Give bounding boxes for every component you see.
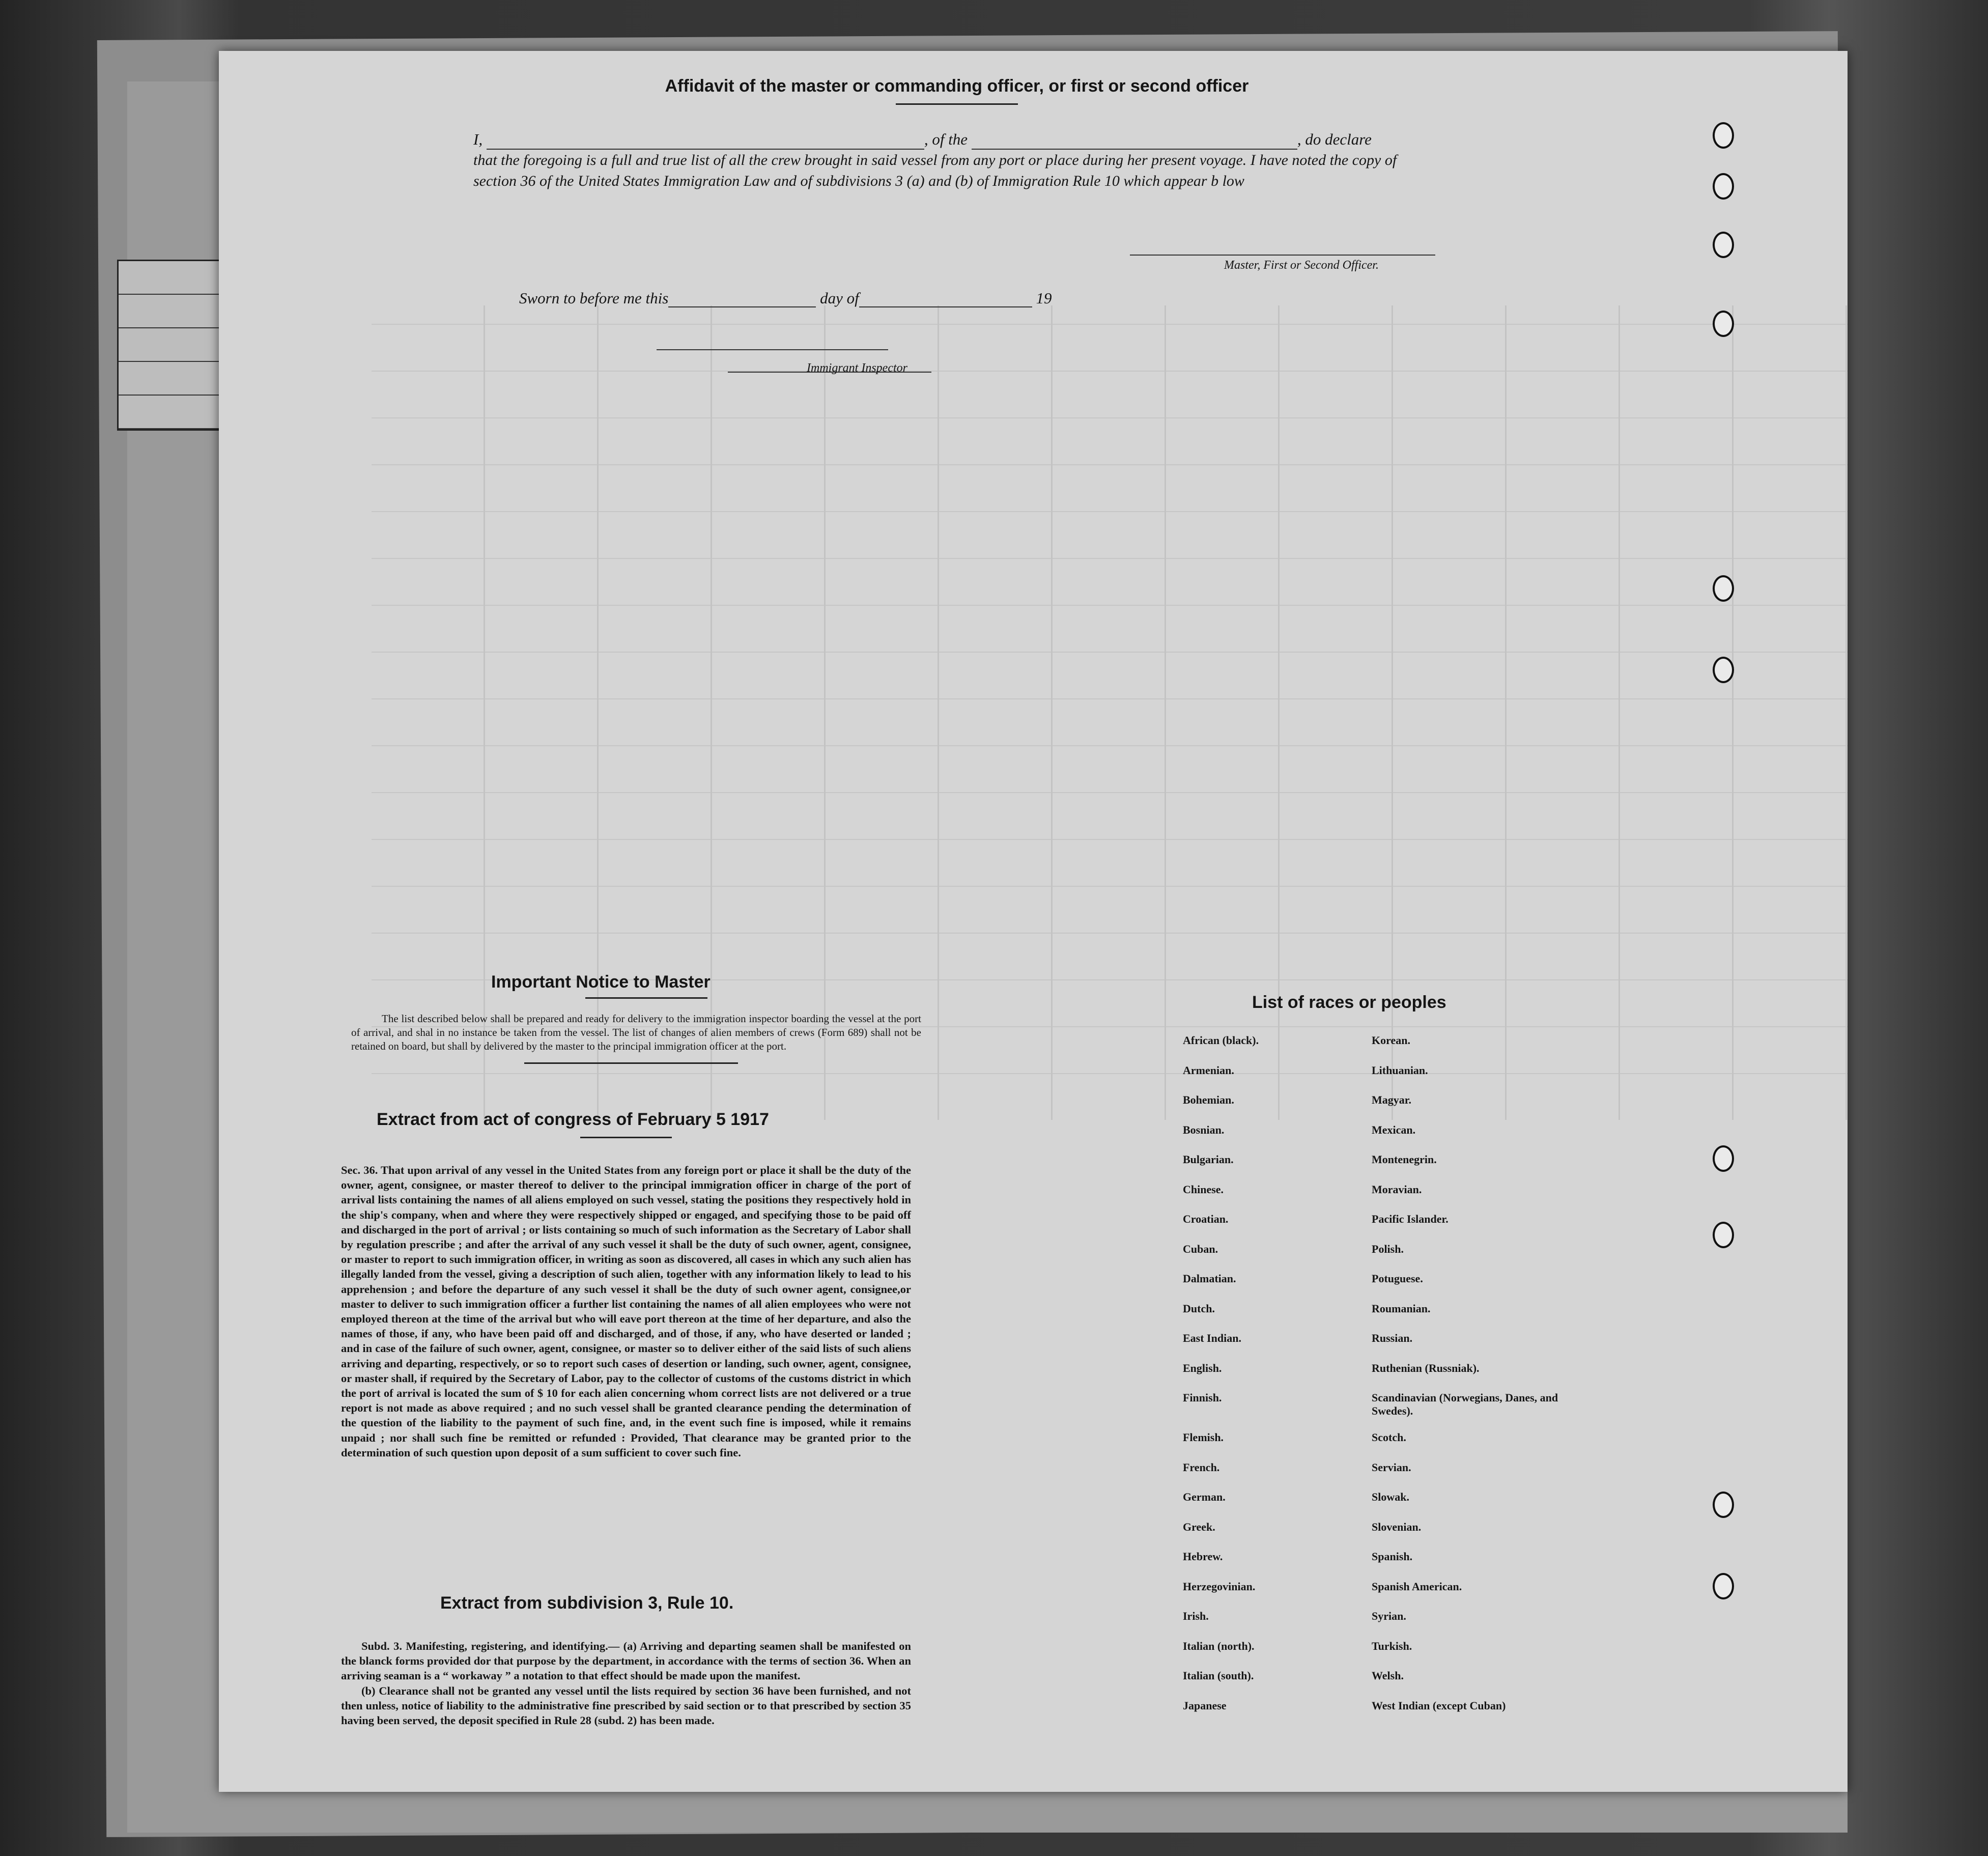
race-right-item: Korean. <box>1372 1034 1410 1047</box>
race-left-item: Cuban. <box>1183 1242 1218 1255</box>
race-right-item: Pacific Islander. <box>1372 1213 1449 1225</box>
affidavit-section <box>473 76 1440 191</box>
punch-hole <box>1713 311 1734 337</box>
punch-hole <box>1713 575 1734 602</box>
race-right-item: Moravian. <box>1372 1183 1422 1196</box>
section-36-text: Sec. 36. That upon arrival of any vessel in the United States from any foreign port or place it shall be the duty of the owner, agent, consignee, or master thereof to deliver to the principal immigration officer in charge of the port of arrival lists containing the names of all aliens employed on such vessel, stating the positions they respectively hold in the ship's company, when and where they were respectively shipped or engaged, and specifying those to be paid off and discharged in the port of arrival ; or lists containing so much of such information as the Secretary of Labor shall by regulation prescribe ; and after the arrival of any such vessel it shall be the duty of such owner, agent, consignee, or master to report to such immigration officer, in writing as soon as discovered, all cases in which any such alien has illegally landed from the vessel, giving a description of such alien, together with any information likely to lead to his apprehension ; and before the departure of any such vessel it shall be the duty of such owner agent, consignee,or master to deliver to such immigration officer a further list containing the names of all alien employees who were not employed thereon at the time of the arrival but who will eave port thereon at the time of her departure, and also the names of those, if any, who have been paid off and discharged, and of those, if any, who have deserted or landed ; and in case of the failure of such owner, agent, consignee, or master so to deliver either of the said lists of such aliens arriving and departing, respectively, or so to report such cases of desertion or landing, such owner, agent, consignee, or master shall, if required by the Secretary of Labor, pay to the collector of customs of the customs district in which the port of arrival is located the sum of $ 10 for each alien concerning whom correct lists are not delivered or a true report is not made as above required ; and no such vessel shall be granted clearance pending the determination of the question of the liability to the payment of such fine, and, in the event such fine is imposed, while it remains unpaid ; nor shall such fine be remitted or refunded : Provided, That clearance may be granted prior to the determination of such question upon deposit of a sum sufficient to cover such fine. <box>341 1164 911 1459</box>
vessel-field[interactable] <box>972 149 1297 150</box>
race-left-item: Armenian. <box>1183 1063 1234 1077</box>
race-right-item: Scotch. <box>1372 1431 1406 1444</box>
extract-act-section <box>341 1110 911 1460</box>
affidavit-declaration <box>473 129 1440 191</box>
inspector-caption: Immigrant Inspector <box>807 361 907 375</box>
race-left-item: Irish. <box>1183 1610 1209 1622</box>
race-left-item: Greek. <box>1183 1520 1215 1533</box>
race-left-item: Dalmatian. <box>1183 1272 1236 1285</box>
race-left-item: Japanese <box>1183 1699 1227 1712</box>
punch-hole <box>1713 122 1734 149</box>
do-declare-label: , do declare <box>1297 130 1372 148</box>
punch-hole <box>1713 1492 1734 1518</box>
sworn-label: Sworn to before me this <box>519 289 669 307</box>
race-left-item: Flemish. <box>1183 1431 1224 1444</box>
punch-hole <box>1713 1145 1734 1172</box>
race-left-item: East Indian. <box>1183 1332 1241 1344</box>
race-right-item: Spanish American. <box>1372 1580 1462 1593</box>
race-left-item: Italian (south). <box>1183 1669 1254 1682</box>
extract-rule-title: Extract from subdivision 3, Rule 10. <box>440 1593 734 1613</box>
race-left-item: Dutch. <box>1183 1302 1215 1315</box>
races-title: List of races or peoples <box>1252 993 1446 1012</box>
race-left-item: Chinese. <box>1183 1183 1224 1196</box>
race-right-item: Russian. <box>1372 1332 1413 1344</box>
race-right-item: Montenegrin. <box>1372 1153 1437 1166</box>
race-right-item: Lithuanian. <box>1372 1063 1428 1077</box>
punch-hole <box>1713 232 1734 258</box>
extract-rule-section <box>341 1593 911 1728</box>
race-left-item: Hebrew. <box>1183 1550 1223 1563</box>
day-of-label: day of <box>820 289 859 307</box>
punch-hole <box>1713 1573 1734 1599</box>
divider <box>524 1062 738 1064</box>
race-left-item: Bohemian. <box>1183 1093 1234 1106</box>
race-right-item: Potuguese. <box>1372 1272 1423 1285</box>
important-notice-section <box>351 972 921 1064</box>
extract-act-title: Extract from act of congress of February 5 1917 <box>377 1110 769 1129</box>
race-left-item: African (black). <box>1183 1034 1259 1047</box>
punch-hole <box>1713 1222 1734 1248</box>
inspector-signature-line-upper <box>657 349 888 350</box>
master-caption: Master, First or Second Officer. <box>1224 259 1379 272</box>
master-signature-line[interactable] <box>1130 255 1435 256</box>
name-field[interactable] <box>487 149 924 150</box>
race-right-item: Turkish. <box>1372 1639 1412 1652</box>
of-the-label: , of the <box>924 130 968 148</box>
race-right-item: Slovenian. <box>1372 1520 1422 1533</box>
notice-title: Important Notice to Master <box>491 972 711 992</box>
race-right-item: Polish. <box>1372 1242 1404 1255</box>
divider <box>585 997 707 999</box>
race-right-item: Servian. <box>1372 1460 1411 1474</box>
race-right-item: Syrian. <box>1372 1610 1406 1622</box>
race-right-item: Spanish. <box>1372 1550 1413 1563</box>
race-left-item: English. <box>1183 1361 1222 1374</box>
sworn-line <box>519 289 1052 307</box>
punch-hole <box>1713 657 1734 683</box>
punch-hole <box>1713 173 1734 200</box>
left-stamp-box <box>117 260 222 431</box>
affidavit-body: that the foregoing is a full and true list of all the crew brought in said vessel from any port or place during her present voyage. I have noted the copy of section 36 of the United States Immigration Law and of subdivisions 3 (a) and (b) of Immigration Rule 10 which appear b low <box>473 152 1397 189</box>
notice-text: The list described below shall be prepared and ready for delivery to the immigration inspector boarding the vessel at the port of arrival, and shal in no instance be taken from the vessel. The list of changes of alien members of crews (Form 689) shall not be retained on board, but shall by delivered by the master to the principal immigration officer at the port. <box>351 1013 921 1052</box>
subdivision-a-text: Subd. 3. Manifesting, registering, and identifying.— (a) Arriving and departing seamen shall be manifested on the blanck forms provided dor that purpose by the department, in accordance with the terms of section 36. When an arriving seaman is a “ workaway ” a notation to that effect should be made upon the manifest. <box>341 1640 911 1682</box>
sworn-day-field[interactable] <box>668 306 816 307</box>
race-left-item: French. <box>1183 1460 1220 1474</box>
race-right-item: Ruthenian (Russniak). <box>1372 1361 1480 1374</box>
year-label: 19 <box>1036 289 1052 307</box>
race-right-item: Slowak. <box>1372 1491 1409 1503</box>
race-right-item: Scandinavian (Norwegians, Danes, and Swedes). <box>1372 1391 1558 1417</box>
affidavit-title: Affidavit of the master or commanding officer, or first or second officer <box>665 76 1249 96</box>
i-label: I, <box>473 130 483 148</box>
race-right-item: Welsh. <box>1372 1669 1404 1682</box>
subdivision-b-text: (b) Clearance shall not be granted any vessel until the lists required by section 36 have been furnished, and not then unless, notice of liability to the administrative fine prescribed by said section or to that prescribed by section 35 having been served, the deposit specified in Rule 28 (subd. 2) has been made. <box>341 1684 911 1727</box>
race-left-item: Italian (north). <box>1183 1639 1255 1652</box>
race-right-item: West Indian (except Cuban) <box>1372 1699 1506 1712</box>
divider <box>580 1137 672 1138</box>
race-left-item: Croatian. <box>1183 1213 1229 1225</box>
races-list <box>1166 1034 1613 1747</box>
race-left-item: Herzegovinian. <box>1183 1580 1256 1593</box>
race-left-item: Finnish. <box>1183 1391 1222 1404</box>
races-section <box>1166 993 1613 1747</box>
divider <box>896 103 1018 105</box>
race-right-item: Magyar. <box>1372 1093 1412 1106</box>
race-left-item: Bosnian. <box>1183 1123 1225 1136</box>
race-left-item: German. <box>1183 1491 1226 1503</box>
sworn-month-field[interactable] <box>859 306 1032 307</box>
race-right-item: Roumanian. <box>1372 1302 1431 1315</box>
race-right-item: Mexican. <box>1372 1123 1416 1136</box>
race-left-item: Bulgarian. <box>1183 1153 1234 1166</box>
